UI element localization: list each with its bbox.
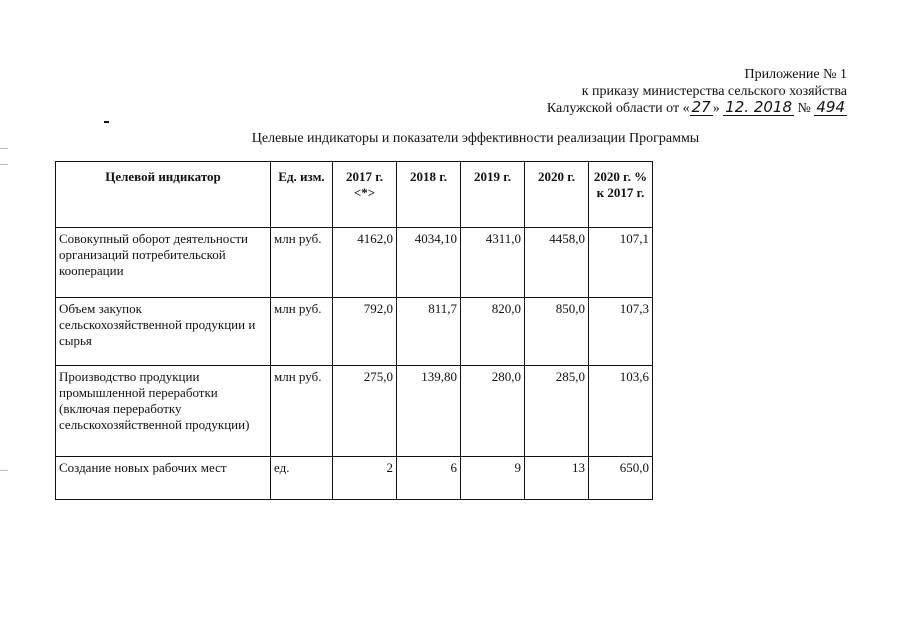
table-row — [56, 298, 653, 366]
cell-2020: 4458,0 — [525, 228, 589, 298]
cell-ratio: 103,6 — [589, 366, 653, 457]
appendix-header — [547, 66, 847, 117]
cell-2019: 9 — [461, 457, 525, 500]
header-ratio: 2020 г. % к 2017 г. — [589, 162, 653, 228]
header-2017: 2017 г. <*> — [333, 162, 397, 228]
order-line: к приказу министерства сельского хозяйства — [581, 84, 847, 99]
cell-ratio: 650,0 — [589, 457, 653, 500]
header-unit: Ед. изм. — [271, 162, 333, 228]
table-header-row — [56, 162, 653, 228]
handwritten-day: 27 — [691, 98, 711, 116]
date-separator: » — [712, 101, 720, 116]
scan-edge-mark — [0, 148, 8, 149]
table-row — [56, 228, 653, 298]
header-2019: 2019 г. — [461, 162, 525, 228]
cell-2019: 820,0 — [461, 298, 525, 366]
cell-unit: ед. — [271, 457, 333, 500]
cell-2017: 4162,0 — [333, 228, 397, 298]
cell-ratio: 107,1 — [589, 228, 653, 298]
cell-unit: млн руб. — [271, 366, 333, 457]
cell-indicator: Создание новых рабочих мест — [56, 457, 271, 500]
cell-2017: 2 — [333, 457, 397, 500]
cell-unit: млн руб. — [271, 298, 333, 366]
cell-2020: 285,0 — [525, 366, 589, 457]
cell-2019: 4311,0 — [461, 228, 525, 298]
region-prefix: Калужской области от « — [546, 101, 690, 116]
cell-indicator: Производство продукции промышленной переработки (включая переработку сельскохозяйственной продукции) — [56, 366, 271, 457]
cell-2020: 850,0 — [525, 298, 589, 366]
header-2018: 2018 г. — [397, 162, 461, 228]
handwritten-month-year: 12. 2018 — [725, 98, 792, 116]
cell-indicator: Объем закупок сельскохозяйственной продукции и сырья — [56, 298, 271, 366]
cell-2018: 811,7 — [397, 298, 461, 366]
scan-edge-mark — [0, 470, 8, 471]
cell-2018: 4034,10 — [397, 228, 461, 298]
header-2020: 2020 г. — [525, 162, 589, 228]
table-row — [56, 457, 653, 500]
indicators-table — [55, 161, 653, 500]
cell-2020: 13 — [525, 457, 589, 500]
order-date-line — [547, 100, 847, 117]
cell-indicator: Совокупный оборот деятельности организаций потребительской кооперации — [56, 228, 271, 298]
cell-2018: 139,80 — [397, 366, 461, 457]
cell-2017: 275,0 — [333, 366, 397, 457]
cell-unit: млн руб. — [271, 228, 333, 298]
handwritten-number: 494 — [816, 98, 845, 116]
header-indicator: Целевой индикатор — [56, 162, 271, 228]
cell-2018: 6 — [397, 457, 461, 500]
stray-mark — [104, 121, 109, 123]
appendix-number: Приложение № 1 — [744, 67, 847, 82]
cell-2019: 280,0 — [461, 366, 525, 457]
document-title: Целевые индикаторы и показатели эффективности реализации Программы — [251, 131, 700, 146]
table-row — [56, 366, 653, 457]
cell-2017: 792,0 — [333, 298, 397, 366]
scan-edge-mark — [0, 164, 8, 165]
number-label: № — [797, 101, 811, 116]
cell-ratio: 107,3 — [589, 298, 653, 366]
